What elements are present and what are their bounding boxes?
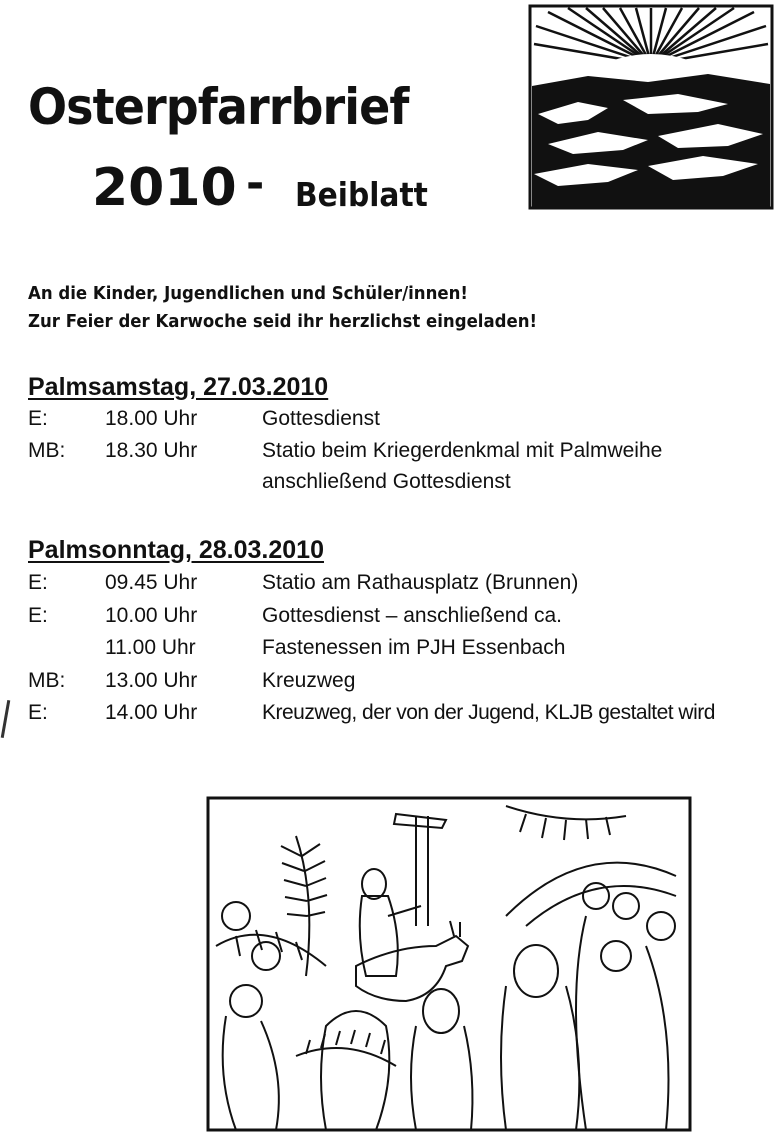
- schedule-row: [0, 404, 780, 434]
- time-label: 14.00 Uhr: [105, 701, 198, 724]
- schedule-row: [0, 436, 780, 466]
- location-label: E:: [28, 604, 48, 627]
- location-label: E:: [28, 571, 48, 594]
- event-description: Fastenessen im PJH Essenbach: [262, 636, 566, 659]
- location-label: E:: [28, 407, 48, 430]
- schedule-row: [0, 601, 780, 631]
- section-heading-palmsamstag: Palmsamstag, 27.03.2010: [28, 373, 329, 401]
- event-description: Gottesdienst: [262, 407, 380, 430]
- time-label: 18.00 Uhr: [105, 407, 198, 430]
- page-title: Osterpfarrbrief: [28, 78, 409, 136]
- event-description: Kreuzweg: [262, 669, 356, 692]
- intro-line-1: An die Kinder, Jugendlichen und Schüler/innen!: [28, 283, 468, 304]
- schedule-row: [0, 467, 780, 497]
- event-description: Gottesdienst – anschließend ca.: [262, 604, 563, 627]
- location-label: E:: [28, 701, 48, 724]
- title-dash: -: [246, 158, 265, 209]
- location-label: MB:: [28, 439, 66, 462]
- schedule-row: [0, 568, 780, 598]
- time-label: 13.00 Uhr: [105, 669, 198, 692]
- event-description: Statio beim Kriegerdenkmal mit Palmweihe: [262, 439, 663, 462]
- time-label: 11.00 Uhr: [105, 636, 196, 659]
- intro-line-2: Zur Feier der Karwoche seid ihr herzlichst eingeladen!: [28, 311, 538, 332]
- event-description: anschließend Gottesdienst: [262, 470, 511, 493]
- section-heading-palmsonntag: Palmsonntag, 28.03.2010: [28, 536, 324, 564]
- location-label: MB:: [28, 669, 66, 692]
- palm-sunday-illustration: [206, 796, 692, 1132]
- time-label: 09.45 Uhr: [105, 571, 198, 594]
- schedule-row: [0, 666, 780, 696]
- event-description: Kreuzweg, der von der Jugend, KLJB gestaltet wird: [262, 701, 715, 724]
- event-description: Statio am Rathausplatz (Brunnen): [262, 571, 579, 594]
- sunrise-logo-image: [528, 4, 774, 210]
- year-label: 2010: [92, 158, 237, 218]
- schedule-row: [0, 633, 780, 663]
- schedule-row: [0, 698, 780, 728]
- time-label: 10.00 Uhr: [105, 604, 198, 627]
- time-label: 18.30 Uhr: [105, 439, 198, 462]
- subtitle: Beiblatt: [295, 175, 428, 214]
